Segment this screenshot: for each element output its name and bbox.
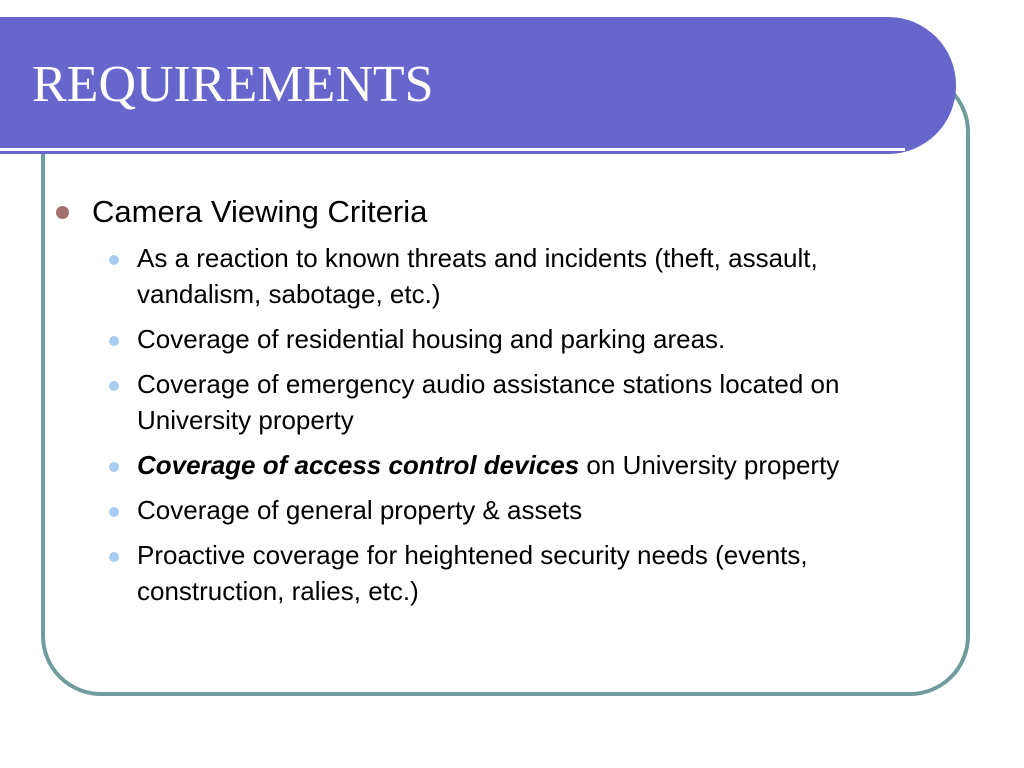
criteria-item-text: on University property [579,450,840,480]
criteria-item [102,492,936,528]
criteria-item-text: Coverage of general property & assets [137,495,583,525]
criteria-item-text: As a reaction to known threats and incidents (theft, assault, vandalism, sabotage, etc.) [137,243,818,309]
criteria-item [102,447,936,483]
bullet-dot-icon [109,462,119,472]
criteria-item-text: Proactive coverage for heightened security needs (events, construction, ralies, etc.) [137,540,808,606]
criteria-list [56,240,936,609]
criteria-item [102,321,936,357]
criteria-item [102,240,936,312]
bullet-dot-icon [109,381,119,391]
criteria-item [102,537,936,609]
title-band [0,17,956,154]
slide-body [56,192,936,618]
bullet-level1-text: Camera Viewing Criteria [92,194,428,229]
criteria-item [102,366,936,438]
bullet-dot-icon [109,336,119,346]
bullet-dot-icon [109,552,119,562]
bullet-level1 [56,192,936,232]
criteria-item-text: Coverage of emergency audio assistance stations located on University property [137,369,840,435]
title-underline [0,148,905,151]
bullet-dot-icon [109,507,119,517]
slide-title: REQUIREMENTS [32,56,434,113]
bullet-dot-icon [109,255,119,265]
bullet-dot-icon [56,206,69,219]
criteria-item-emphasis: Coverage of access control devices [137,450,580,480]
criteria-item-text: Coverage of residential housing and parking areas. [137,324,726,354]
